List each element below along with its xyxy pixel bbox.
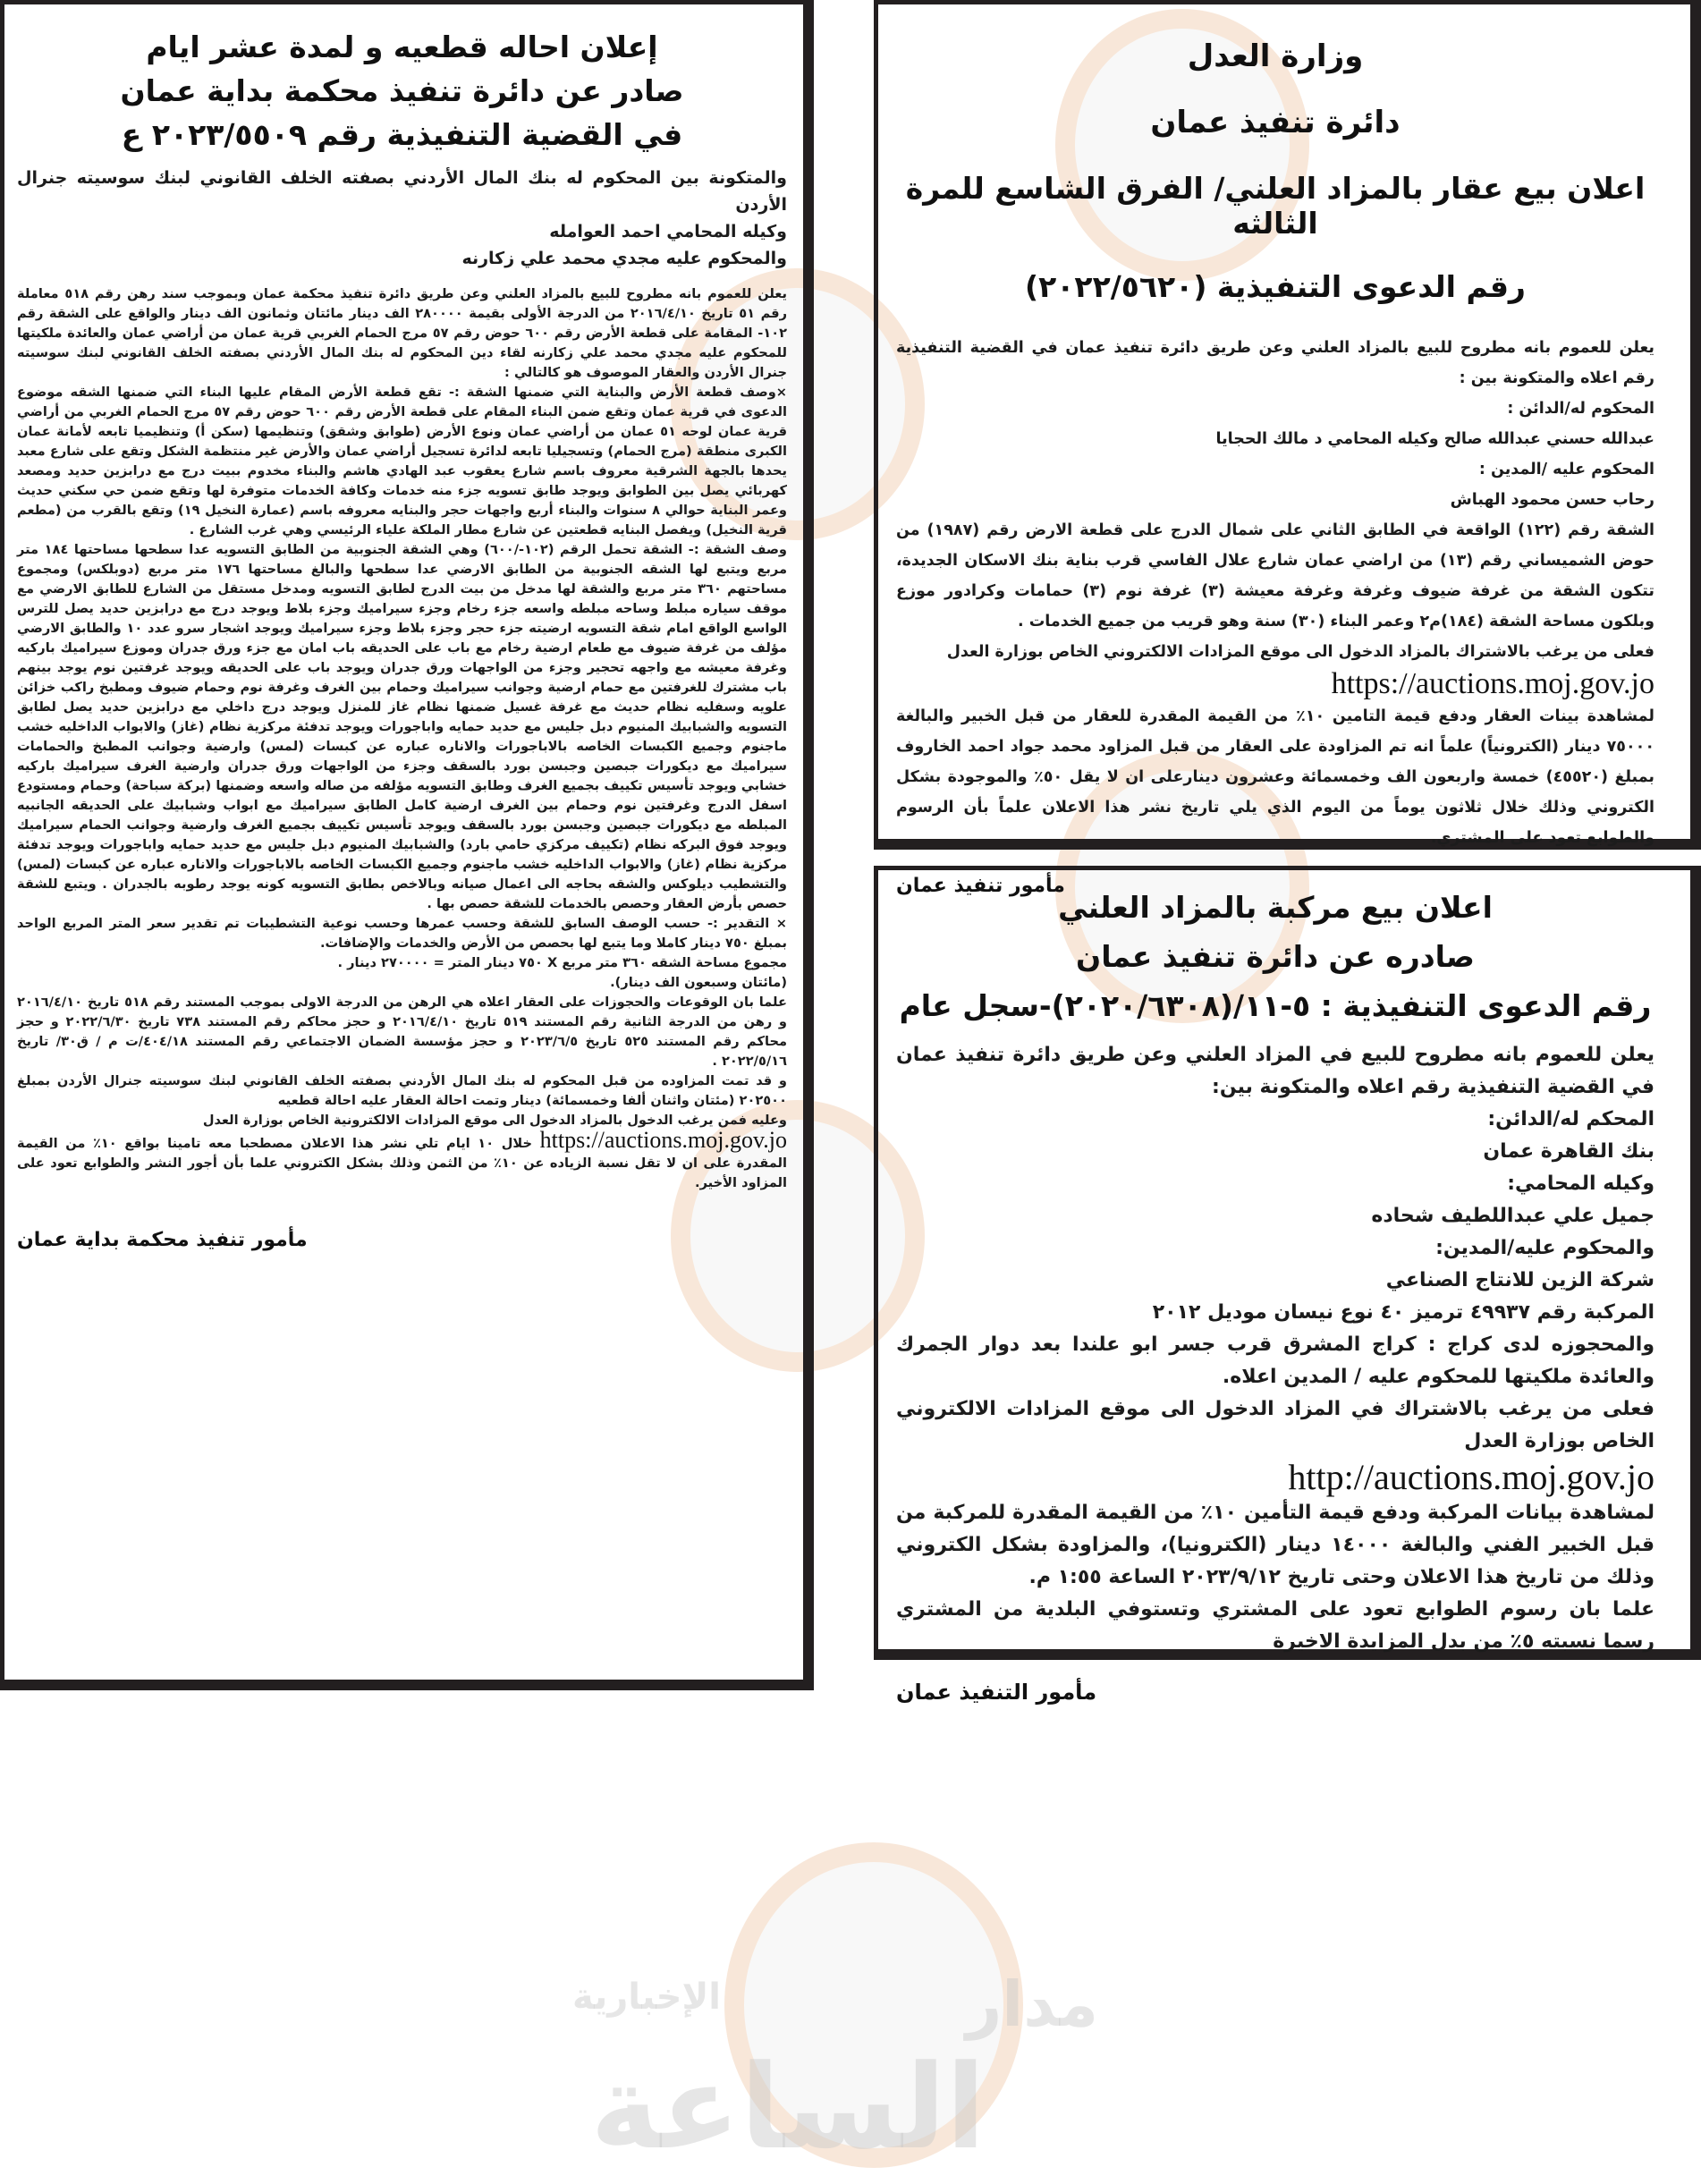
- notice-heading: اعلان بيع مركبة بالمزاد العلني: [1058, 890, 1493, 925]
- lawyer-name: جميل علي عبداللطيف شحاده: [1371, 1205, 1654, 1227]
- garage-location: والمحجوزه لدى كراج : كراج المشرق قرب جسر ابو علندا بعد دوار الجمرك والعائدة ملكيتها للمحكوم عليه / المدين اعلاه.: [896, 1333, 1654, 1388]
- notice-property-auction: [874, 0, 1701, 897]
- intro-text: يعلن للعموم بانه مطروح للبيع بالمزاد العلني وعن طريق دائرة تنفيذ محكمة عمان وبموجب سند رهن رقم ٥١٨ معاملة رقم ٥١ تاريخ ٢٠١٦/٤/١٠ من الدرجة الأولى بقيمة ٢٨٠٠٠٠ الف دينار مائتان وثمانون الف دينار والواقع على الشقة رقم ١٠٢- المقامة على قطعة الأرض رقم ٦٠٠ حوض رقم ٥٧ مرج الحمام الغربي قرية عمان من أراضي عمان والعائدة ملكيتها للمحكوم عليه مجدي محمد علي زكارنه لقاء دين المحكوم له بنك المال الأردني بصفته الخلف القانوني لبنك سوسيته جنرال الأردن والعقار الموصوف هو كالتالي :: [17, 286, 788, 380]
- valuation: × التقدير :- حسب الوصف السابق للشقة وحسب عمرها وحسب نوعية التشطيبات تم تقدير سعر المتر المربع الواحد بمبلغ ٧٥٠ دينار كاملا وما يتبع لها بحصص من الأرض والخدمات والإضافات.: [17, 916, 787, 951]
- case-number: رقم الدعوى التنفيذية : ٥-١١/(٢٠٢٠/٦٣٠٨)-سجل عام: [899, 988, 1652, 1023]
- notice-vehicle-auction: [874, 866, 1701, 1705]
- valuation-words: (مائتان وسبعون الف دينار).: [610, 975, 787, 990]
- debtor-name: شركة الزين للانتاج الصناعي: [1385, 1269, 1654, 1291]
- debtor-name: رحاب حسن محمود الهباش: [1450, 491, 1654, 509]
- ministry-title: وزارة العدل: [1187, 38, 1364, 74]
- deposit-terms: لمشاهدة بينات العقار ودفع قيمة التامين ١٠٪ من القيمة المقدرة للعقار من قبل الخبير والبالغة ٧٥٠٠٠ دينار (الكترونياً) علماً انه تم المزاودة على العقار من قبل المزاود محمد جواد احمد الخاروف بمبلغ (٤٥٥٢٠) خمسة واربعون الف وخمسمائة وعشرون دينارعلى ان لا يقل ٥٠٪ والموجودة بشكل الكتروني وذلك خلال ثلاثون يوماً من اليوم الذي يلي تاريخ نشر هذا الاعلان علماً بأن الرسوم والطوابع تعود على المشتري.: [896, 707, 1654, 847]
- watermark-brand-sub: الإخبارية: [572, 1977, 721, 2018]
- debtor-label: المحكوم عليه /المدين :: [1478, 461, 1654, 478]
- issuer-title: صادر عن دائرة تنفيذ محكمة بداية عمان: [120, 73, 684, 108]
- deposit-terms: لمشاهدة بيانات المركبة ودفع قيمة التأمين ١٠٪ من القيمة المقدرة للمركبة من قبل الخبير الفني والبالغة ١٤٠٠٠ دينار (الكترونيا)، والمزاودة بشكل الكتروني وذلك من تاريخ هذا الاعلان وحتى تاريخ ٢٠٢٣/٩/١٢ الساعة ١:٥٥ م.: [896, 1502, 1654, 1588]
- auction-url-link[interactable]: https://auctions.moj.gov.jo: [539, 1127, 787, 1153]
- case-number: في القضية التنفيذية رقم ٢٠٢٣/٥٥٠٩ ع: [121, 117, 683, 152]
- deposit-terms: خلال ١٠ ايام تلي نشر هذا الاعلان مصطحبا معه تامينا بواقع ١٠٪ من القيمة المقدرة على ان لا تقل نسبة الزياده عن ١٠٪ من الثمن وذلك بشكل الكتروني علما بأن أجور النشر والطوابع تعود على المزاود الأخير.: [17, 1136, 787, 1190]
- participation-text: فعلى من يرغب بالاشتراك في المزاد الدخول الى موقع المزادات الالكتروني الخاص بوزارة العدل: [896, 1398, 1654, 1452]
- department-title: دائرة تنفيذ عمان: [1150, 105, 1401, 140]
- vehicle-details: المركبة رقم ٤٩٩٣٧ ترميز ٤٠ نوع نيسان موديل ٢٠١٢: [1152, 1301, 1654, 1324]
- lawyer-label: وكيله المحامي:: [1507, 1172, 1654, 1195]
- property-description: الشقة رقم (١٢٢) الواقعة في الطابق الثاني على شمال الدرج على قطعة الارض رقم (١٩٨٧) من حوض الشميساني رقم (١٣) من اراضي عمان شارع علال الفاسي قرب بناية بنك الاسكان الجديدة، تتكون الشقة من غرفة ضيوف وغرفة وغرفة معيشة (٣) غرفة نوم (٣) حمامات وكرادور موزع وبلكون مساحة الشقة (١٨٤)م٢ وعمر البناء (٣٠) سنة وهو قريب من جميع الخدمات .: [896, 521, 1654, 631]
- parties-plaintiff: والمتكونة بين المحكوم له بنك المال الأردني بصفته الخلف القانوني لبنك سوسيته جنرال الأردن: [17, 168, 787, 215]
- intro-text: يعلن للعموم بانه مطروح للبيع بالمزاد العلني وعن طريق دائرة تنفيذ عمان في القضية التنفيذية رقم اعلاه والمتكونة بين :: [896, 339, 1654, 387]
- land-description: ×وصف قطعة الأرض والبناية التي ضمنها الشقة :- تقع قطعة الأرض المقام عليها البناء التي ضمنها الشقه موضوع الدعوى في قرية عمان وتقع ضمن البناء المقام على قطعة الأرض رقم ٦٠٠ حوض رقم ٥٧ مرج الحمام الغربي من أراضي قرية عمان لوحه ٥١ عمان من أراضي عمان ونوع الأرض (طوابق وشقق) وتنظيمها (سكن أ) وتنظيميا تابعه لأمانة عمان الكبرى منطقة (مرج الحمام) وتسجيليا تابعه لدائرة تسجيل أراضي عمان والأرض غير منتظمة الشكل وتقع على شارع معبد يحدها بالجهة الشرقية معروف باسم شارع يعقوب عبد الهادي هاشم والبناء مخدوم ببيت درج مع درابزين حديد ومصعد كهربائي يصل بين الطوابق ويوجد طابق تسويه جزء منه خدمات وكافة الخدمات متوفرة لها وتقع ضمن حي سكني حديث وعمر البناية حوالي ٨ سنوات والبناء أربع واجهات حجر والبنايه معروفه باسم (عمارة النخيل ١٩) وتقع بالقرب من (مطعم قرية النخيل) ويفصل البنايه قطعتين عن شارع مطار الملكة علياء الرئيسي وهي غرب الشارع .: [17, 385, 788, 538]
- auction-url-link[interactable]: http://auctions.moj.gov.jo: [1288, 1457, 1654, 1497]
- signature: مأمور تنفيذ محكمة بداية عمان: [17, 1229, 308, 1251]
- watermark-brand-main: الساعة: [590, 2039, 986, 2175]
- creditor-label: المحكم له/الدائن:: [1487, 1108, 1654, 1130]
- watermark-clock-icon: [724, 1842, 1023, 2168]
- intro-text: يعلن للعموم بانه مطروح للبيع في المزاد العلني وعن طريق دائرة تنفيذ عمان في القضية التنفيذية رقم اعلاه والمتكونة بين:: [896, 1044, 1654, 1098]
- notice-final-referral: [0, 0, 814, 1690]
- creditor-name: بنك القاهرة عمان: [1483, 1140, 1654, 1163]
- watermark-brand-top: مدار: [966, 1968, 1099, 2041]
- parties-defendant: والمحكوم عليه مجدي محمد علي زكارنه: [461, 249, 787, 268]
- creditor-name: عبدالله حسني عبدالله صالح وكيله المحامي د مالك الحجايا: [1215, 430, 1654, 448]
- valuation-total: مجموع مساحة الشقه ٣٦٠ متر مربع X ٧٥٠ دينار المتر = ٢٧٠٠٠٠ دينار .: [337, 955, 787, 970]
- parties-lawyer: وكيله المحامي احمد العوامله: [549, 222, 787, 241]
- signature: مأمور تنفيذ عمان: [896, 875, 1065, 897]
- notice-heading: اعلان بيع عقار بالمزاد العلني/ الفرق الشاسع للمرة الثالثه: [905, 171, 1646, 241]
- encumbrances: علما بان الوقوعات والحجوزات على العقار اعلاه هي الرهن من الدرجة الاولى بموجب المستند رقم ٥١٨ تاريخ ٢٠١٦/٤/١٠ و رهن من الدرجة الثانية رقم المستند ٥١٩ تاريخ ٢٠١٦/٤/١٠ و حجز محاكم رقم المستند ٧٣٨ تاريخ ٢٠٢٢/٦/٣٠ و حجز محاكم رقم المستند ٥٢٥ تاريخ ٢٠٢٣/٦/٥ و حجز مؤسسة الضمان الاجتماعي رقم المستند ٤٠٤/١٨/ت م / ق٣٠/ تاريخ ٢٠٢٢/٥/١٦ .: [17, 995, 787, 1069]
- auction-url-link[interactable]: https://auctions.moj.gov.jo: [1331, 667, 1654, 700]
- issuer-title: صادره عن دائرة تنفيذ عمان: [1076, 939, 1475, 974]
- case-number: رقم الدعوى التنفيذية (٢٠٢٢/٥٦٢٠): [1025, 269, 1526, 304]
- participation-text: وعليه فمن يرغب الدخول بالمزاد الدخول الى موقع المزادات الالكترونية الخاص بوزارة العدل: [202, 1113, 787, 1128]
- participation-text: فعلى من يرغب بالاشتراك بالمزاد الدخول الى موقع المزادات الالكتروني الخاص بوزارة العدل: [946, 643, 1654, 661]
- apartment-description: وصف الشقة :- الشقة تحمل الرقم (١٠٢-/٦٠٠) وهي الشقة الجنوبية من الطابق التسويه عدا سطحها مساحتها ١٨٤ متر مربع ويتبع لها الشقه الجنوبية من الطابق الارضي عدا سطحها والبالغ مساحتها ١٧٦ متر مربع (دوبلكس) ومجموع مساحتهم ٣٦٠ متر مربع والشقة لها مدخل من بيت الدرج لطابق التسويه ومدخل مستقل من الشارع للطابق الارضي مع موقف سياره مبلط وساحه مبلطه واسعه جزء رخام وجزء سيراميك وجزء بلاط ويوجد درج مع درابزين حديد يصل للترس الواسع الواقع امام شقة التسويه ارضيته جزء حجر وجزء بلاط وجزء سيراميك ويوجد اشجار سرو عدد ١٠ والطابق الارضي مؤلف من غرفة ضيوف مع طعام ارضية رخام مع باب على الحديقه باب امان مع جزء ورق جدران وموزع سيراميك باركيه وغرفة معيشه مع واجهه تحجير وجزء من الواجهات ورق جدران ويوجد باب على الحديقه ويوجد غرفتين نوم يوجد بينهم باب مشترك للغرفتين مع حمام ارضية وجوانب سيراميك وحمام بين الغرف وغرفة نوم وحمام ضيوف ومطبخ راكب خزائن علويه وسفليه نظام حديث مع غرفة غسيل ضمنها نظام غاز للمنزل ويوجد درج داخلي مع درابزين حديد يصل لطابق التسويه والشبابيك المنيوم دبل جليس مع حديد حمايه واباجورات ويوجد تدفئة مركزية نظام (غاز) والابواب الداخليه خشب ماجنوم وجميع الكبسات الخاصه بالاباجورات والاناره عباره عن كبسات (لمس) وارضية وجوانب المطبخ والحمامات سيراميك مع ديكورات جبصين وجبسن بورد بالسقف وجزء من الواجهات ورق جدران وارضية الغرف سيراميك باركيه خشابي ويوجد تأسيس تكييف بجميع الغرف وطابق التسويه مؤلفه من صاله واسعه وضمنها (بركة سباحة) وحمام ومستودع اسفل الدرج وغرفتين نوم وحمام بين الغرف ارضية كامل الطابق سيراميك مع ابواب وشبابيك على الحديقه الجانبيه المبلطه مع ديكورات جبصين وجبسن بورد بالسقف ويوجد تأسيس تكييف بجميع الغرف وارضية وجوانب الحمام سيراميك ويوجد فوق البركه نظام (تكييف مركزي حامي بارد) والشبابيك المنيوم دبل جليس مع حديد حمايه واباجورات ويوجد تدفئة مركزية نظام (غاز) والابواب الداخليه خشب ماجنوم وجميع الكبسات الخاصه بالاباجورات والاناره عباره عن كبسات (لمس) والتشطيب ديلوكس والشقه بحاجه الى اعمال صيانه وبالاخص بطابق التسويه كونه يوجد رطوبه بالجدران . ويتبع للشقة حصص بأرض العقار وحصص بالخدمات للشقة حصص بها .: [17, 542, 788, 911]
- signature: مأمور التنفيذ عمان: [896, 1680, 1097, 1705]
- fees-terms: علما بان رسوم الطوابع تعود على المشتري وتستوفي البلدية من المشتري رسما نسبته ٥٪ من بدل المزايدة الاخيرة: [896, 1598, 1654, 1653]
- notice-heading: إعلان احاله قطعيه و لمدة عشر ايام: [146, 30, 658, 64]
- creditor-label: المحكوم له/الدائن :: [1507, 400, 1654, 418]
- debtor-label: والمحكوم عليه/المدين:: [1435, 1237, 1654, 1259]
- bid-result: و قد تمت المزاوده من قبل المحكوم له بنك المال الأردني بصفته الخلف القانوني لبنك سوسيته جنرال الأردن بمبلغ ٢٠٢٥٠٠ (مئتان واثنان ألفا وخمسمائة) دينار وتمت احالة العقار عليه احالة قطعيه: [17, 1073, 787, 1108]
